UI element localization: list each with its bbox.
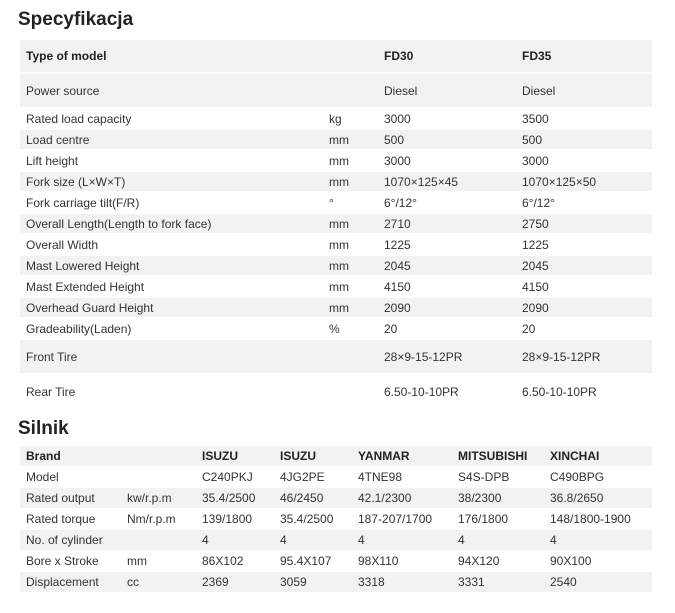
spec-row: [20, 375, 652, 408]
spec-unit: mm: [329, 238, 349, 252]
spec-label: Overall Length(Length to fork face): [26, 217, 212, 231]
spec-fd30: 2710: [384, 217, 411, 231]
spec-fd30: Diesel: [384, 84, 418, 98]
engine-value: 4: [358, 533, 365, 547]
spec-fd35: 500: [522, 133, 543, 147]
engine-value: 4TNE98: [358, 470, 403, 484]
engine-value: 38/2300: [458, 491, 502, 505]
engine-value: 3331: [458, 575, 485, 589]
spec-label: Overhead Guard Height: [26, 301, 154, 315]
spec-fd35: 2090: [522, 301, 549, 315]
engine-value: 176/1800: [458, 512, 509, 526]
spec-fd30: 1225: [384, 238, 411, 252]
spec-row: [20, 130, 652, 149]
engine-value: 4JG2PE: [280, 470, 325, 484]
spec-row: [20, 214, 652, 233]
engine-value: 3059: [280, 575, 307, 589]
spec-unit: mm: [329, 217, 349, 231]
spec-unit: mm: [329, 175, 349, 189]
engine-value: 4: [280, 533, 287, 547]
spec-fd35: 1225: [522, 238, 549, 252]
engine-value: 94X120: [458, 554, 500, 568]
spec-unit: %: [329, 322, 340, 336]
spec-fd35: 2750: [522, 217, 549, 231]
engine-value: 42.1/2300: [358, 491, 412, 505]
spec-fd30: 4150: [384, 280, 411, 294]
engine-col-header: Brand: [26, 449, 61, 463]
engine-title: Silnik: [18, 418, 69, 439]
engine-value: 90X100: [550, 554, 592, 568]
engine-value: 4: [550, 533, 557, 547]
spec-fd35: Diesel: [522, 84, 556, 98]
engine-row: [20, 551, 652, 571]
spec-label: Fork size (L×W×T): [26, 175, 126, 189]
spec-label: Front Tire: [26, 350, 78, 364]
engine-label: Model: [26, 470, 59, 484]
spec-row: [20, 235, 652, 254]
spec-fd35: 2045: [522, 259, 549, 273]
engine-label: Displacement: [26, 575, 99, 589]
spec-label: Power source: [26, 84, 100, 98]
spec-fd35: 20: [522, 322, 536, 336]
spec-fd30: 6°/12°: [384, 196, 417, 210]
engine-value: 2540: [550, 575, 577, 589]
spec-unit: kg: [329, 112, 342, 126]
engine-label: Rated torque: [26, 512, 96, 526]
spec-label: Overall Width: [26, 238, 99, 252]
engine-value: 139/1800: [202, 512, 253, 526]
spec-label: Fork carriage tilt(F/R): [26, 196, 140, 210]
engine-unit: Nm/r.p.m: [127, 512, 176, 526]
spec-fd30: 2090: [384, 301, 411, 315]
col-header-fd30: FD30: [384, 49, 414, 63]
spec-row: [20, 256, 652, 275]
engine-value: 36.8/2650: [550, 491, 604, 505]
spec-fd30: 3000: [384, 154, 411, 168]
spec-unit: °: [329, 196, 334, 210]
spec-unit: mm: [329, 154, 349, 168]
engine-value: 35.4/2500: [202, 491, 256, 505]
engine-row: [20, 467, 652, 487]
engine-value: 46/2450: [280, 491, 324, 505]
spec-row: [20, 74, 652, 107]
engine-unit: cc: [127, 575, 139, 589]
engine-header-row: [20, 446, 652, 466]
spec-fd35: 28×9-15-12PR: [522, 350, 601, 364]
spec-fd30: 2045: [384, 259, 411, 273]
engine-value: S4S-DPB: [458, 470, 510, 484]
spec-fd30: 1070×125×45: [384, 175, 459, 189]
spec-fd35: 4150: [522, 280, 549, 294]
engine-value: 2369: [202, 575, 229, 589]
spec-unit: mm: [329, 301, 349, 315]
engine-row: [20, 509, 652, 529]
spec-unit: mm: [329, 133, 349, 147]
engine-unit: kw/r.p.m: [127, 491, 172, 505]
spec-unit: mm: [329, 280, 349, 294]
col-header-fd35: FD35: [522, 49, 552, 63]
engine-col-header: MITSUBISHI: [458, 449, 528, 463]
engine-label: No. of cylinder: [26, 533, 103, 547]
engine-value: 4: [202, 533, 209, 547]
spec-fd30: 3000: [384, 112, 411, 126]
spec-row: [20, 109, 652, 128]
spec-label: Rear Tire: [26, 385, 76, 399]
spec-label: Rated load capacity: [26, 112, 132, 126]
spec-fd35: 6°/12°: [522, 196, 555, 210]
engine-row: [20, 488, 652, 508]
spec-fd35: 6.50-10-10PR: [522, 385, 597, 399]
spec-fd35: 3000: [522, 154, 549, 168]
spec-row: [20, 298, 652, 317]
spec-header-row: [20, 40, 652, 72]
spec-unit: mm: [329, 259, 349, 273]
spec-fd30: 500: [384, 133, 405, 147]
engine-label: Rated output: [26, 491, 95, 505]
engine-value: 3318: [358, 575, 385, 589]
spec-row: [20, 151, 652, 170]
spec-row: [20, 193, 652, 212]
engine-value: C240PKJ: [202, 470, 253, 484]
engine-value: 95.4X107: [280, 554, 332, 568]
engine-label: Bore x Stroke: [26, 554, 99, 568]
spec-label: Mast Extended Height: [26, 280, 145, 294]
col-header-type: Type of model: [26, 49, 107, 63]
engine-col-header: ISUZU: [280, 449, 316, 463]
engine-value: 187-207/1700: [358, 512, 433, 526]
engine-value: C490BPG: [550, 470, 605, 484]
spec-title: Specyfikacja: [18, 9, 134, 30]
spec-row: [20, 319, 652, 338]
engine-col-header: ISUZU: [202, 449, 238, 463]
spec-fd35: 1070×125×50: [522, 175, 597, 189]
engine-row: [20, 572, 652, 592]
engine-unit: mm: [127, 554, 147, 568]
engine-col-header: YANMAR: [358, 449, 410, 463]
spec-fd35: 3500: [522, 112, 549, 126]
spec-row: [20, 277, 652, 296]
spec-fd30: 28×9-15-12PR: [384, 350, 463, 364]
spec-label: Gradeability(Laden): [26, 322, 132, 336]
spec-row: [20, 340, 652, 373]
spec-label: Lift height: [26, 154, 79, 168]
spec-fd30: 20: [384, 322, 398, 336]
engine-value: 35.4/2500: [280, 512, 334, 526]
engine-value: 86X102: [202, 554, 244, 568]
spec-fd30: 6.50-10-10PR: [384, 385, 459, 399]
engine-row: [20, 530, 652, 550]
engine-value: 148/1800-1900: [550, 512, 631, 526]
spec-label: Load centre: [26, 133, 90, 147]
spec-label: Mast Lowered Height: [26, 259, 140, 273]
engine-value: 4: [458, 533, 465, 547]
engine-col-header: XINCHAI: [550, 449, 600, 463]
spec-row: [20, 172, 652, 191]
engine-value: 98X110: [358, 554, 399, 568]
